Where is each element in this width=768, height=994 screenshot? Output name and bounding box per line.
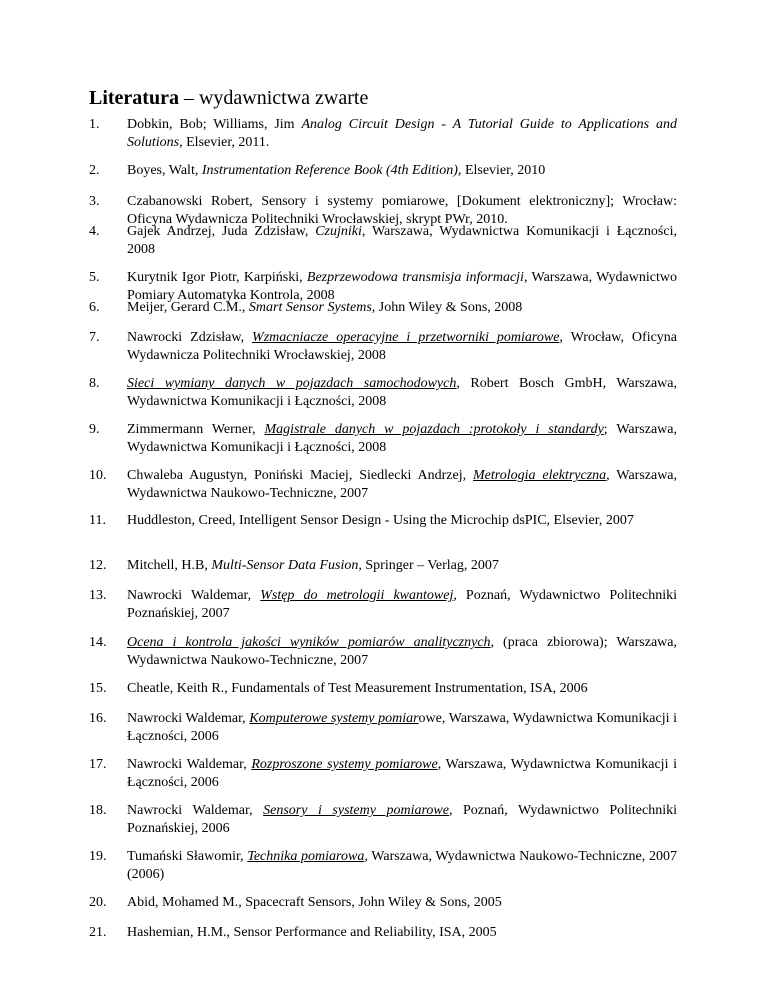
list-item-text	[127, 375, 677, 411]
citation-text: Tumański Sławomir,	[127, 849, 248, 864]
citation-text: Boyes, Walt,	[127, 163, 202, 178]
list-item-number: 3.	[89, 194, 100, 209]
list-item-number: 8.	[89, 376, 100, 391]
list-item-number: 9.	[89, 422, 100, 437]
citation-text: , Poznań, Wydawnictwo Politechniki Poznańskiej, 2006	[127, 803, 678, 836]
list-item-number: 10.	[89, 468, 107, 483]
citation-title: Sieci wymiany danych w pojazdach samochodowych	[127, 376, 457, 391]
list-item-text	[127, 894, 677, 912]
list-item	[89, 924, 677, 942]
list-item-number: 4.	[89, 224, 100, 239]
list-item	[89, 634, 677, 670]
citation-text: , Springer – Verlag, 2007	[358, 558, 499, 573]
citation-text: , Wrocław, Oficyna Wydawnicza Politechniki Wrocławskiej, 2008	[127, 330, 678, 363]
citation-text: Hashemian, H.M., Sensor Performance and Reliability, ISA, 2005	[127, 925, 497, 940]
list-item	[89, 223, 677, 259]
list-item-number: 2.	[89, 163, 100, 178]
citation-text: Mitchell, H.B,	[127, 558, 212, 573]
list-item-text	[127, 467, 677, 503]
citation-title: Rozproszone systemy pomiarowe	[251, 757, 438, 772]
citation-title: Magistrale danych w pojazdach :protokoły i standardy	[264, 422, 604, 437]
citation-text: , Warszawa, Wydawnictwa Komunikacji i Łączności, 2006	[127, 757, 677, 790]
citation-text: Dobkin, Bob; Williams, Jim	[127, 117, 302, 132]
citation-text: Abid, Mohamed M., Spacecraft Sensors, John Wiley & Sons, 2005	[127, 895, 502, 910]
page-title-bold: Literatura	[89, 87, 179, 109]
list-item-text	[127, 587, 677, 623]
citation-text: John Wiley & Sons, 2008	[375, 300, 523, 315]
list-item-number: 15.	[89, 681, 107, 696]
citation-text: Nawrocki Zdzisław,	[127, 330, 253, 345]
citation-title: Ocena i kontrola jakości wyników pomiarów analitycznych	[127, 635, 491, 650]
list-item	[89, 162, 677, 180]
list-item-number: 16.	[89, 711, 107, 726]
list-item-number: 21.	[89, 925, 107, 940]
citation-text: Elsevier, 2010	[461, 163, 546, 178]
citation-text: Nawrocki Waldemar,	[127, 711, 250, 726]
citation-text: Elsevier, 2011.	[182, 135, 270, 150]
citation-text: Meijer, Gerard C.M.,	[127, 300, 249, 315]
list-item-text	[127, 299, 677, 317]
citation-text: Zimmermann Werner,	[127, 422, 265, 437]
list-item-number: 5.	[89, 270, 100, 285]
citation-text: , Poznań, Wydawnictwo Politechniki Poznańskiej, 2007	[127, 588, 677, 621]
list-item	[89, 894, 677, 912]
citation-title: Sensory i systemy pomiarowe	[263, 803, 449, 818]
citation-text: , Robert Bosch GmbH, Warszawa, Wydawnictwa Komunikacji i Łączności, 2008	[127, 376, 678, 409]
list-item	[89, 299, 677, 317]
list-item-text	[127, 421, 677, 457]
citation-text: Gajek Andrzej, Juda Zdzisław,	[127, 224, 316, 239]
citation-text: , Warszawa, Wydawnictwa Komunikacji i Łączności, 2008	[127, 224, 677, 257]
list-item-text	[127, 162, 677, 180]
citation-text: Nawrocki Waldemar,	[127, 757, 252, 772]
list-item-number: 20.	[89, 895, 107, 910]
list-item	[89, 848, 677, 884]
citation-text: , Warszawa, Wydawnictwa Naukowo-Techniczne, 2007 (2006)	[127, 849, 677, 882]
citation-text: , Warszawa, Wydawnictwa Naukowo-Techniczne, 2007	[127, 468, 678, 501]
citation-title: Bezprzewodowa transmisja informacji	[306, 270, 524, 285]
list-item-text	[127, 680, 677, 698]
list-item-text	[127, 223, 677, 259]
citation-text: Huddleston, Creed, Intelligent Sensor Design - Using the Microchip dsPIC, Elsevier, 2007	[127, 513, 634, 528]
citation-title: Czujniki	[315, 224, 362, 239]
list-item-text	[127, 756, 677, 792]
citation-text: Nawrocki Waldemar,	[127, 803, 264, 818]
list-item-number: 13.	[89, 588, 107, 603]
list-item-number: 1.	[89, 117, 100, 132]
list-item	[89, 421, 677, 457]
citation-title: Wstęp do metrologii kwantowej	[260, 588, 454, 603]
citation-text: Chwaleba Augustyn, Poniński Maciej, Siedlecki Andrzej,	[127, 468, 474, 483]
list-item	[89, 802, 677, 838]
citation-title: Analog Circuit Design - A Tutorial Guide to Applications and Solutions,	[127, 117, 677, 150]
page-title	[89, 85, 368, 111]
list-item-number: 12.	[89, 558, 107, 573]
list-item	[89, 680, 677, 698]
list-item	[89, 116, 677, 152]
list-item-number: 7.	[89, 330, 100, 345]
list-item-number: 19.	[89, 849, 107, 864]
list-item	[89, 467, 677, 503]
list-item-text	[127, 710, 677, 746]
citation-title: Multi-Sensor Data Fusion	[211, 558, 359, 573]
list-item	[89, 512, 677, 530]
list-item	[89, 375, 677, 411]
citation-text: Kurytnik Igor Piotr, Karpiński,	[127, 270, 307, 285]
list-item-number: 14.	[89, 635, 107, 650]
list-item-text	[127, 512, 677, 530]
citation-text: Nawrocki Waldemar,	[127, 588, 261, 603]
list-item-text	[127, 116, 677, 152]
list-item-text	[127, 924, 677, 942]
citation-title: Technika pomiarowa	[247, 849, 365, 864]
page-title-rest: – wydawnictwa zwarte	[178, 87, 369, 109]
citation-title: Smart Sensor Systems,	[248, 300, 376, 315]
list-item-number: 6.	[89, 300, 100, 315]
list-item-number: 17.	[89, 757, 107, 772]
citation-title: Metrologia elektryczna	[473, 468, 607, 483]
list-item-text	[127, 848, 677, 884]
citation-text: Czabanowski Robert, Sensory i systemy pomiarowe, [Dokument elektroniczny]; Wrocław: Oficyna Wydawnicza Politechniki Wrocławskiej, skrypt PWr, 2010.	[127, 194, 677, 227]
citation-text: , Warszawa, Wydawnictwo Pomiary Automatyka Kontrola, 2008	[127, 270, 677, 303]
citation-text: ; Warszawa, Wydawnictwa Komunikacji i Łączności, 2008	[127, 422, 677, 455]
list-item-text	[127, 802, 677, 838]
list-item	[89, 329, 677, 365]
citation-text: Cheatle, Keith R., Fundamentals of Test Measurement Instrumentation, ISA, 2006	[127, 681, 588, 696]
list-item	[89, 587, 677, 623]
citation-title: Komputerowe systemy pomiar	[249, 711, 419, 726]
citation-text: , (praca zbiorowa); Warszawa, Wydawnictwa Naukowo-Techniczne, 2007	[127, 635, 677, 668]
list-item-text	[127, 557, 677, 575]
list-item-text	[127, 329, 677, 365]
citation-title: Wzmacniacze operacyjne i przetworniki pomiarowe	[252, 330, 560, 345]
list-item	[89, 710, 677, 746]
citation-text: owe, Warszawa, Wydawnictwa Komunikacji i Łączności, 2006	[127, 711, 677, 744]
citation-title: Instrumentation Reference Book (4th Edition),	[201, 163, 462, 178]
list-item	[89, 557, 677, 575]
list-item-number: 18.	[89, 803, 107, 818]
list-item-text	[127, 634, 677, 670]
list-item-number: 11.	[89, 513, 106, 528]
list-item	[89, 756, 677, 792]
